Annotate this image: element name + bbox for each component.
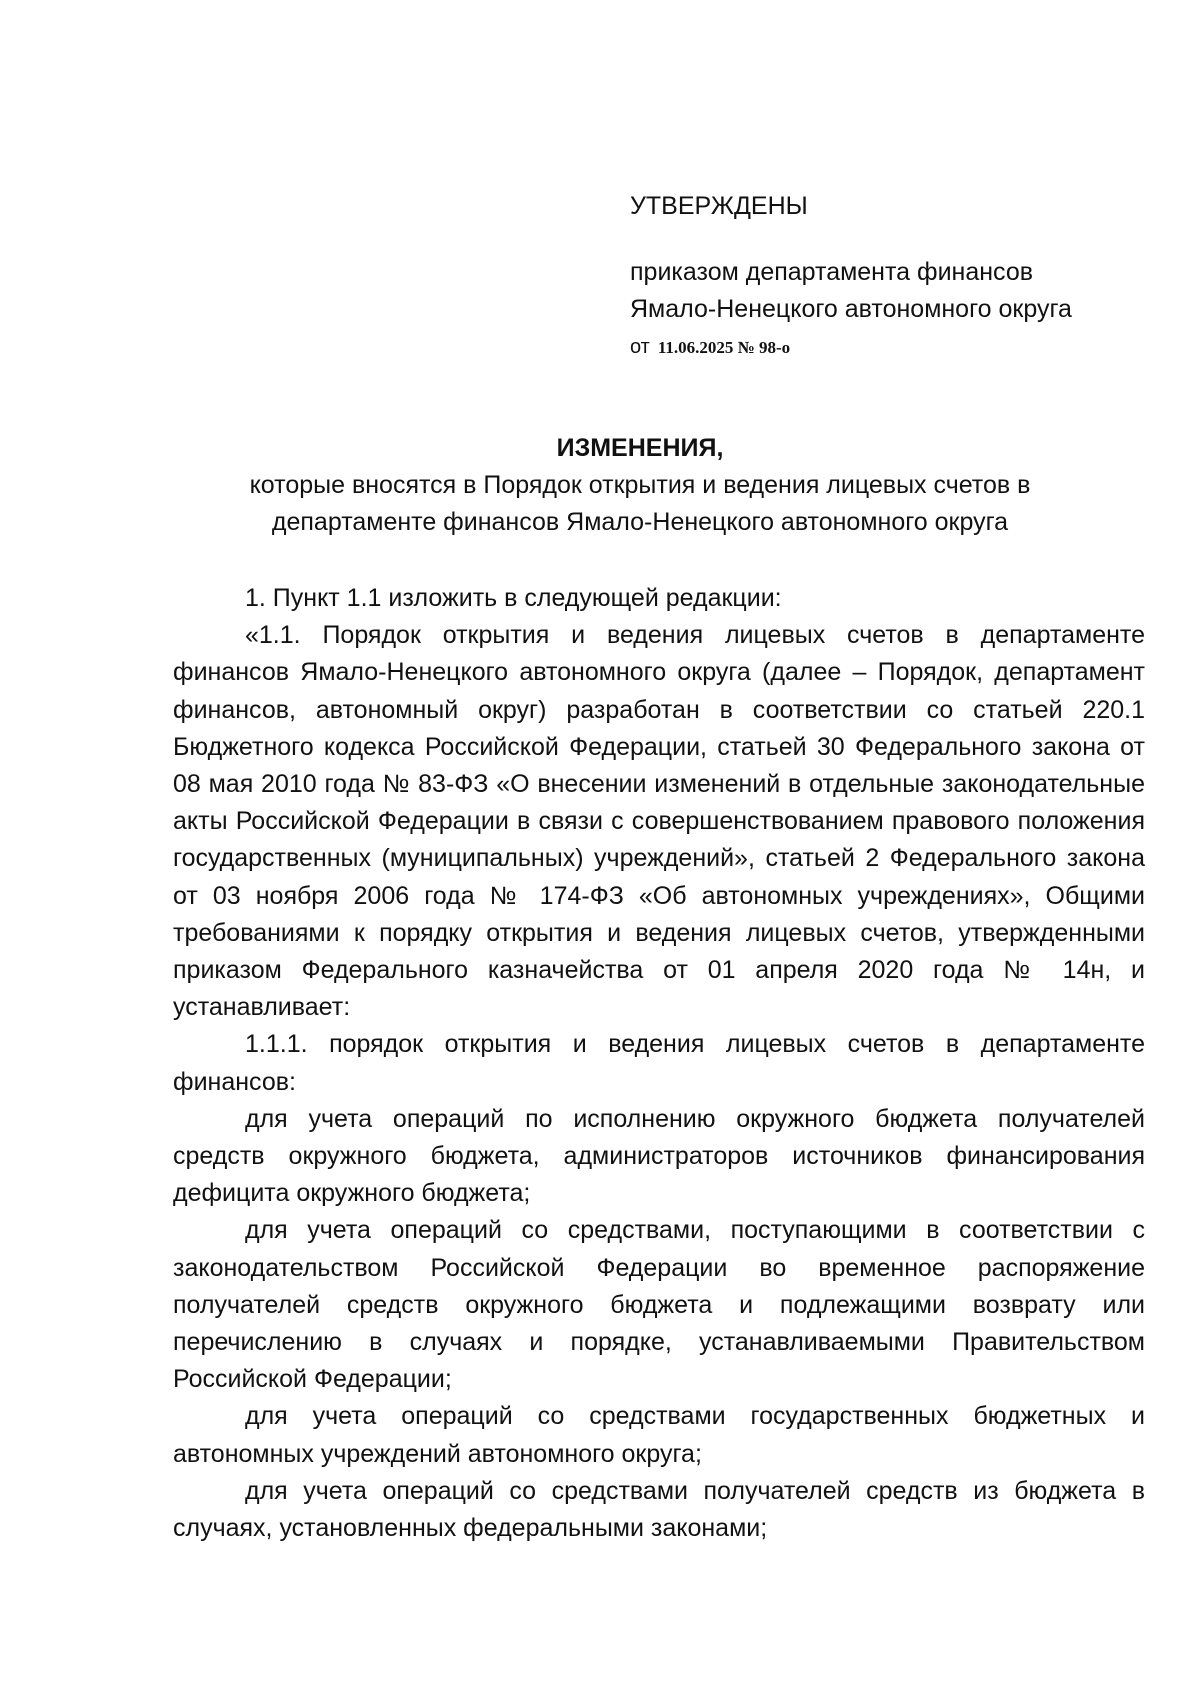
document-subtitle-line-1: которые вносятся в Порядок открытия и ведения лицевых счетов в <box>249 471 1031 499</box>
paragraph-1: 1. Пункт 1.1 изложить в следующей редакции: <box>245 584 782 612</box>
paragraph-7: для учета операций со средствами получателей средств из бюджета в случаях, установленных федеральными законами; <box>173 1476 1145 1543</box>
document-body <box>173 580 1145 1547</box>
approval-date-prefix: от <box>630 336 650 358</box>
approval-order-line-2: Ямало-Ненецкого автономного округа <box>630 295 1072 323</box>
paragraph-6: для учета операций со средствами государственных бюджетных и автономных учреждений автономного округа; <box>173 1402 1145 1468</box>
paragraph-2: «1.1. Порядок открытия и ведения лицевых счетов в департаменте финансов Ямало-Ненецкого автономного округа (далее – Порядок, департамент финансов, автономный округ) разработан в соответствии со статьей 220.1 Бюджетного кодекса Российской Федерации, статьей 30 Федерального закона от 08 мая 2010 года № 83-ФЗ «О внесении изменений в отдельные законодательные акты Российской Федерации в связи с совершенствованием правового положения государственных (муниципальных) учреждений», статьей 2 Федерального закона от 03 ноября 2006 года № 174-ФЗ «Об автономных учреждениях», Общими требованиями к порядку открытия и ведения лицевых счетов, утвержденными приказом Федерального казначейства от 01 апреля 2020 года № 14н, и устанавливает: <box>173 621 1145 1022</box>
approval-date-line <box>630 332 1150 363</box>
paragraph-5: для учета операций со средствами, поступающими в соответствии с законодательством Российской Федерации во временное распоряжение получателей средств окружного бюджета и подлежащими возврату или перечислению в случаях и порядке, устанавливаемыми Правительством Российской Федерации; <box>173 1216 1145 1394</box>
document-title-block <box>200 430 1080 541</box>
approval-block <box>630 188 1150 363</box>
document-subtitle-line-2: департаменте финансов Ямало-Ненецкого автономного округа <box>271 508 1009 536</box>
paragraph-4: для учета операций по исполнению окружного бюджета получателей средств окружного бюджета, администраторов источников финансирования дефицита окружного бюджета; <box>173 1104 1145 1208</box>
approval-order-line-1: приказом департамента финансов <box>630 258 1034 286</box>
approval-order-number: 11.06.2025 № 98-о <box>657 338 791 357</box>
paragraph-3: 1.1.1. порядок открытия и ведения лицевых счетов в департаменте финансов: <box>173 1030 1145 1096</box>
document-title: ИЗМЕНЕНИЯ, <box>556 434 724 462</box>
approval-stamp: УТВЕРЖДЕНЫ <box>630 192 808 220</box>
